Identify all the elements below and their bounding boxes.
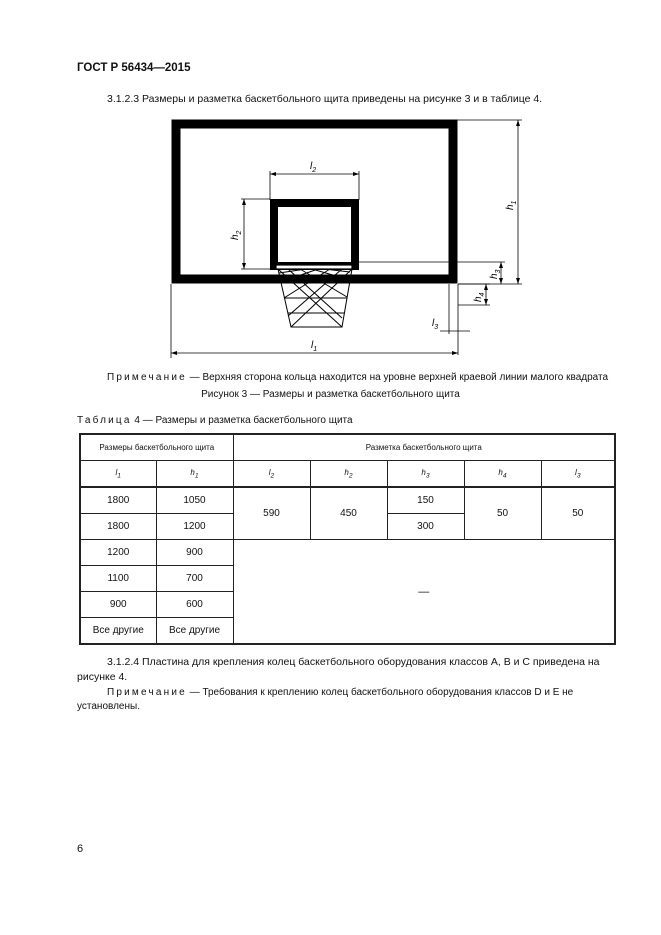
figure-note: [107, 372, 608, 383]
note2-dash: —: [186, 687, 203, 698]
label-h1: $h_1$: [505, 200, 518, 210]
paragraph-3-1-2-4: 3.1.2.4 Пластина для крепления колец баскетбольного оборудования классов A, B и C приведена на рисунке 4.: [77, 656, 600, 683]
note-dash: —: [186, 372, 203, 383]
col-header-h3: $h_3$: [387, 461, 464, 488]
table-row: [80, 540, 615, 566]
note-text: Верхняя сторона кольца находится на уровне верхней краевой линии малого квадрата: [202, 372, 609, 383]
cell-h2-shared: 450: [310, 487, 387, 540]
table-label: Таблица: [77, 415, 132, 426]
label-l1: $l_1$: [311, 340, 318, 353]
cell-h1: 1050: [156, 487, 233, 514]
label-h4: $h_4$: [473, 292, 486, 302]
note-label: Примечание: [107, 372, 187, 383]
col-header-l3: $l_3$: [541, 461, 615, 488]
cell-h3: 150: [387, 487, 464, 514]
paragraph-3-1-2-3: 3.1.2.3 Размеры и разметка баскетбольного щита приведены на рисунке 3 и в таблице 4.: [107, 93, 543, 105]
cell-h1: 900: [156, 540, 233, 566]
table-row: [80, 487, 615, 514]
note2-label: Примечание: [107, 687, 187, 698]
col-header-l1: $l_1$: [80, 461, 156, 488]
backboard-figure: [160, 112, 540, 362]
note-2: [77, 686, 615, 714]
cell-h1: 600: [156, 592, 233, 618]
cell-l1: 1800: [80, 487, 156, 514]
cell-empty-marking: —: [233, 540, 615, 645]
page-number: 6: [77, 843, 84, 855]
cell-h4-shared: 50: [464, 487, 541, 540]
figure-caption: Рисунок 3 — Размеры и разметка баскетбольного щита: [201, 389, 460, 400]
header-marking: Разметка баскетбольного щита: [233, 434, 615, 461]
cell-l1: 1800: [80, 514, 156, 540]
col-header-h1: $h_1$: [156, 461, 233, 488]
table-group-header-row: [80, 434, 615, 461]
hoop-ring: [276, 265, 352, 269]
col-header-h4: $h_4$: [464, 461, 541, 488]
cell-l1: Все другие: [80, 618, 156, 645]
label-h3: $h_3$: [489, 269, 502, 279]
col-header-h2: $h_2$: [310, 461, 387, 488]
label-l3: $l_3$: [432, 318, 439, 331]
cell-l1: 1100: [80, 566, 156, 592]
col-header-l2: $l_2$: [233, 461, 310, 488]
cell-h1: 700: [156, 566, 233, 592]
note2-text: Требования к креплению колец баскетбольного оборудования классов D и E не установлены.: [77, 687, 574, 712]
cell-l1: 1200: [80, 540, 156, 566]
table-4: [79, 433, 616, 645]
cell-h1: Все другие: [156, 618, 233, 645]
header-sizes: Размеры баскетбольного щита: [80, 434, 233, 461]
cell-l2-shared: 590: [233, 487, 310, 540]
label-h2: $h_2$: [230, 230, 243, 240]
cell-l3-shared: 50: [541, 487, 615, 540]
backboard-target-square: [274, 203, 355, 266]
cell-l1: 900: [80, 592, 156, 618]
table-column-header-row: [80, 461, 615, 488]
cell-h3: 300: [387, 514, 464, 540]
table-caption-text: 4 — Размеры и разметка баскетбольного щита: [131, 415, 353, 426]
table-caption: [77, 415, 353, 426]
cell-h1: 1200: [156, 514, 233, 540]
label-l2: $l_2$: [310, 161, 317, 174]
document-header: ГОСТ Р 56434—2015: [77, 62, 191, 74]
